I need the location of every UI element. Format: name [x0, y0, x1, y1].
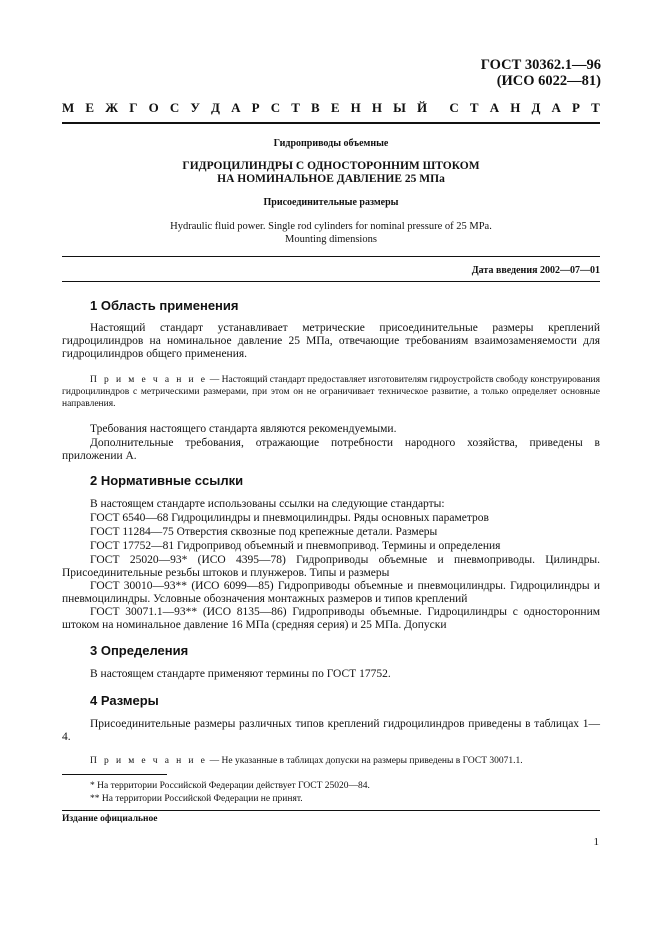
- note-label: П р и м е ч а н и е: [90, 756, 208, 766]
- banner-letter: Р: [251, 100, 260, 115]
- section-4-text: Присоединительные размеры различных типов креплений гидроцилиндров приведены в таблицах 1—4.: [62, 718, 600, 743]
- edition-rule: [62, 810, 600, 811]
- banner-letter: А: [489, 100, 500, 115]
- section-1-note: [62, 374, 600, 410]
- section-1-paragraph-3: Дополнительные требования, отражающие потребности народного хозяйства, приведены в приложении А.: [62, 437, 600, 462]
- footnote-2: ** На территории Российской Федерации не принят.: [90, 794, 303, 804]
- banner-letter: Н: [371, 100, 382, 115]
- standard-designation: [481, 57, 601, 89]
- section-2-intro: В настоящем стандарте использованы ссылки на следующие стандарты:: [90, 498, 445, 510]
- banner-letter: М: [62, 100, 75, 115]
- banner-letter: Е: [330, 100, 340, 115]
- banner-letter: С: [449, 100, 459, 115]
- banner-letter: Т: [291, 100, 300, 115]
- banner-letter: У: [190, 100, 200, 115]
- footnote-rule: [62, 774, 167, 775]
- section-2-heading: 2 Нормативные ссылки: [90, 473, 244, 488]
- note-label: П р и м е ч а н и е: [90, 375, 208, 385]
- banner-letter: В: [311, 100, 320, 115]
- english-title-line-2: Mounting dimensions: [285, 234, 377, 245]
- banner-letter: Н: [350, 100, 361, 115]
- banner-letter: Т: [591, 100, 600, 115]
- section-1-heading: 1 Область применения: [90, 298, 239, 313]
- banner-letter: Р: [572, 100, 580, 115]
- date-rule: [62, 281, 600, 282]
- banner-letter: Д: [531, 100, 541, 115]
- banner-letter: О: [148, 100, 159, 115]
- banner-letter: Г: [129, 100, 138, 115]
- footnote-1: * На территории Российской Федерации действует ГОСТ 25020—84.: [90, 781, 370, 791]
- title-line-1: ГИДРОЦИЛИНДРЫ С ОДНОСТОРОННИМ ШТОКОМ: [182, 160, 480, 172]
- reference-item: ГОСТ 30071.1—93** (ИСО 8135—86) Гидроприводы объемные. Гидроцилиндры с односторонним штоком на номинальное давление 16 МПа (средняя серия) и 25 МПа. Допуски: [62, 606, 600, 631]
- edition-label: Издание официальное: [62, 814, 158, 824]
- banner-letter: Й: [417, 100, 428, 115]
- reference-item: ГОСТ 11284—75 Отверстия сквозные под крепежные детали. Размеры: [90, 526, 438, 538]
- banner-letter: А: [551, 100, 561, 115]
- banner-letter: А: [231, 100, 241, 115]
- note-text: — Настоящий стандарт предоставляет изготовителям гидроустройств свободу конструирования гидроцилиндров с метрическими размерами, при этом он не ограничивает техническое развитие, а только определяет основные направления.: [62, 375, 601, 409]
- banner-letter: Д: [211, 100, 220, 115]
- reference-item: ГОСТ 25020—93* (ИСО 4395—78) Гидроприводы объемные и пневмоприводы. Цилиндры. Присоединительные резьбы штоков и плунжеров. Типы и размеры: [62, 554, 600, 579]
- section-1-paragraph-2: Требования настоящего стандарта являются рекомендуемыми.: [90, 423, 397, 435]
- standard-series: Гидроприводы объемные: [273, 138, 389, 149]
- reference-item: ГОСТ 30010—93** (ИСО 6099—85) Гидроприводы объемные и пневмоцилиндры. Гидроцилиндры и пневмоцилиндры. Условные обозначения монтажных размеров и типов креплений: [62, 580, 600, 605]
- banner-letter: С: [169, 100, 180, 115]
- document-title: [62, 160, 600, 186]
- section-4-heading: 4 Размеры: [90, 693, 159, 708]
- iso-number: (ИСО 6022—81): [496, 73, 601, 89]
- english-title: [62, 220, 600, 246]
- banner-letter: Е: [85, 100, 95, 115]
- page-number: 1: [593, 836, 599, 848]
- banner-letter: Ы: [393, 100, 406, 115]
- english-title-line-1: Hydraulic fluid power. Single rod cylinders for nominal pressure of 25 MPa.: [170, 221, 492, 232]
- section-1-paragraph-1: Настоящий стандарт устанавливает метрические присоединительные размеры креплений гидроцилиндров на номинальное давление 25 МПа, отвечающие требованиям взаимозаменяемости для гидроцилиндров общего применения.: [62, 322, 600, 360]
- reference-item: ГОСТ 6540—68 Гидроцилиндры и пневмоцилиндры. Ряды основных параметров: [90, 512, 489, 524]
- reference-item: ГОСТ 17752—81 Гидропривод объемный и пневмопривод. Термины и определения: [90, 540, 501, 552]
- banner-letter: С: [270, 100, 281, 115]
- banner-letter: Т: [469, 100, 479, 115]
- title-line-2: НА НОМИНАЛЬНОЕ ДАВЛЕНИЕ 25 МПа: [217, 173, 445, 185]
- document-subtitle: Присоединительные размеры: [263, 197, 399, 208]
- section-3-heading: 3 Определения: [90, 643, 189, 658]
- section-4-note: [62, 755, 600, 767]
- title-rule: [62, 256, 600, 257]
- banner-letter: Ж: [105, 100, 119, 115]
- note-text: — Не указанные в таблицах допуски на размеры приведены в ГОСТ 30071.1.: [207, 756, 523, 766]
- section-3-text: В настоящем стандарте применяют термины по ГОСТ 17752.: [90, 668, 391, 680]
- interstate-standard-banner: [62, 100, 600, 116]
- introduction-date: Дата введения 2002—07—01: [471, 265, 600, 276]
- gost-number: ГОСТ 30362.1—96: [480, 57, 601, 73]
- banner-letter: Н: [510, 100, 521, 115]
- header-rule: [62, 122, 600, 124]
